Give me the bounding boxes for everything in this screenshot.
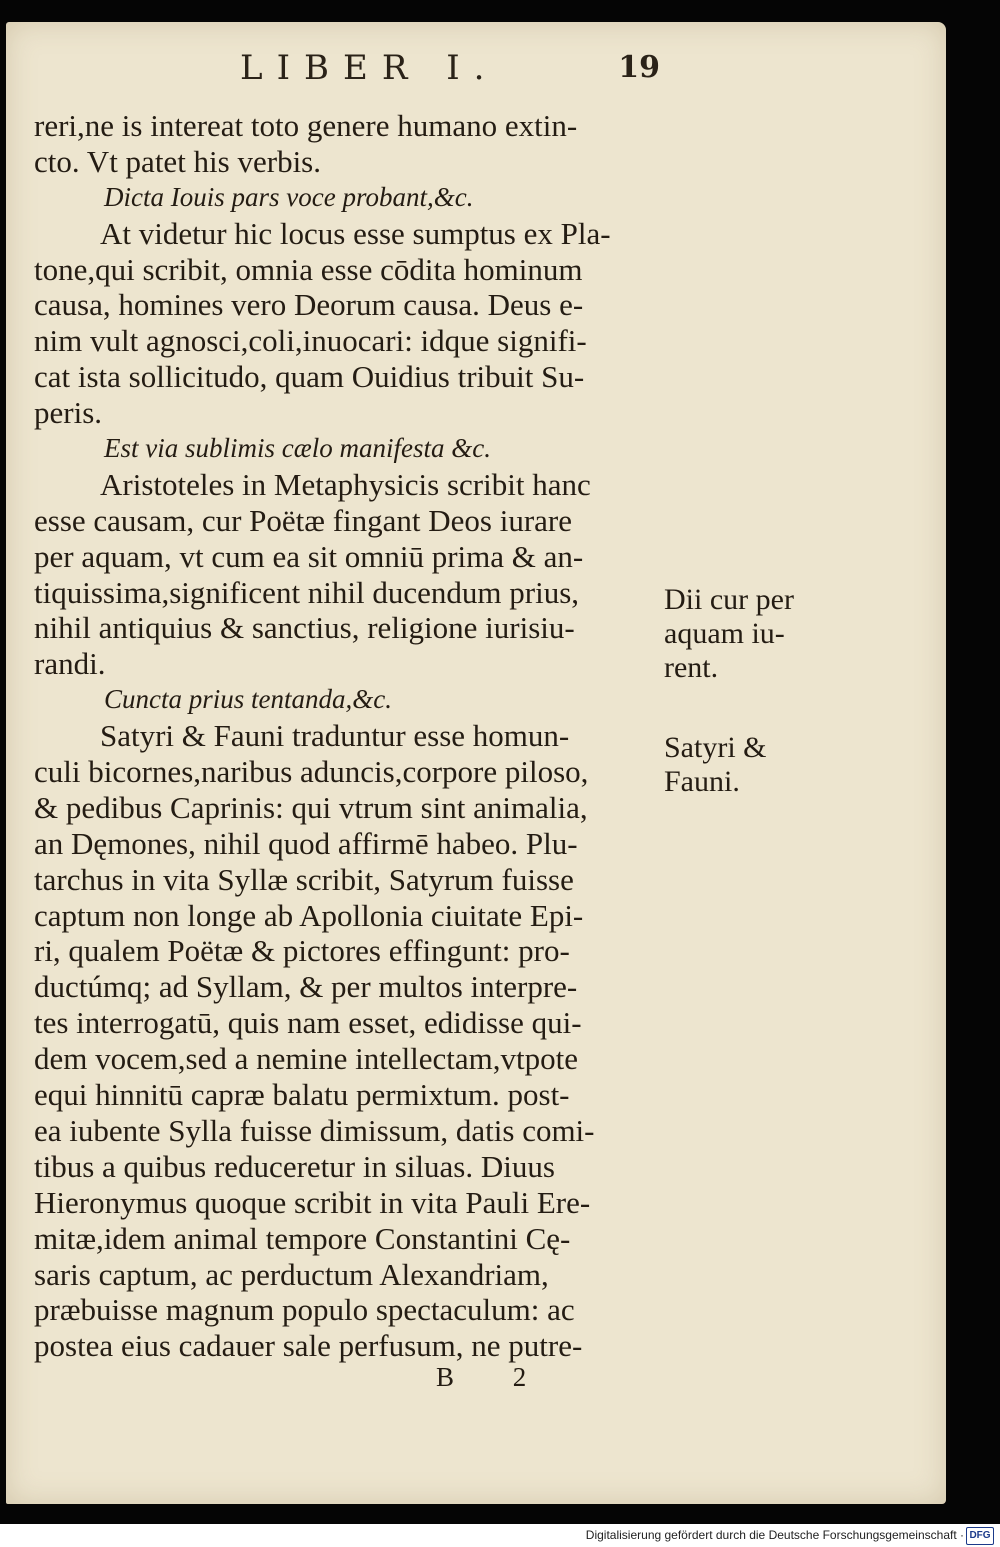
text-line: At videtur hic locus esse sumptus ex Pla- <box>100 215 611 251</box>
text-line: tarchus in vita Syllæ scribit, Satyrum fuisse <box>34 861 574 897</box>
text-line: præbuisse magnum populo spectaculum: ac <box>34 1292 575 1328</box>
body-text <box>34 108 674 1364</box>
text-line: an Dęmones, nihil quod affirmē habeo. Plu- <box>34 825 578 861</box>
text-line: randi. <box>34 646 106 682</box>
text-line: esse causam, cur Poëtæ fingant Deos iurare <box>34 502 573 538</box>
footer-credit: Digitalisierung gefördert durch die Deutsche Forschungsgemeinschaft · <box>585 1528 964 1542</box>
text-line: equi hinnitū capræ balatu permixtum. post- <box>34 1077 570 1113</box>
marginal-note-dii <box>664 583 794 685</box>
text-line: saris captum, ac perductum Alexandriam, <box>34 1256 549 1292</box>
folio-number: 19 <box>618 50 660 85</box>
text-line: tibus a quibus reduceretur in siluas. Diuus <box>34 1148 555 1184</box>
text-line: postea eius cadauer sale perfusum, ne putre- <box>34 1328 583 1364</box>
text-line: peris. <box>34 395 103 431</box>
signature-mark: B 2 <box>436 1362 553 1392</box>
text-line: ri, qualem Poëtæ & pictores effingunt: pro- <box>34 933 570 969</box>
text-line: tiquissima,significent nihil ducendum prius, <box>34 574 580 610</box>
text-line: Hieronymus quoque scribit in vita Pauli Ere- <box>34 1184 591 1220</box>
text-line: nim vult agnosci,coli,inuocari: idque signifi- <box>34 323 587 359</box>
marginal-line: rent. <box>664 651 719 684</box>
text-line: ductúmq; ad Syllam, & per multos interpre- <box>34 969 578 1005</box>
marginal-note-satyri <box>664 731 767 799</box>
text-line: Satyri & Fauni traduntur esse homun- <box>100 718 570 754</box>
text-line: tes interrogatū, quis nam esset, edidisse qui- <box>34 1005 582 1041</box>
page-header <box>240 48 660 98</box>
verse-citation: Dicta Iouis pars voce probant,&c. <box>104 181 474 212</box>
text-line: cat ista sollicitudo, quam Ouidius tribuit Su- <box>34 359 585 395</box>
verse-citation: Est via sublimis cælo manifesta &c. <box>104 433 491 464</box>
running-title: LIBER I. <box>240 48 499 88</box>
text-line: nihil antiquius & sanctius, religione iurisiu- <box>34 610 575 646</box>
text-line: tone,qui scribit, omnia esse cōdita hominum <box>34 251 583 287</box>
marginal-line: Satyri & <box>664 731 767 764</box>
text-line: dem vocem,sed a nemine intellectam,vtpote <box>34 1041 579 1077</box>
text-line: per aquam, vt cum ea sit omniū prima & an- <box>34 538 584 574</box>
footer-bar <box>0 1524 1000 1547</box>
verse-citation: Cuncta prius tentanda,&c. <box>104 684 392 715</box>
marginal-line: Fauni. <box>664 765 740 798</box>
text-line: causa, homines vero Deorum causa. Deus e- <box>34 287 584 323</box>
text-line: ea iubente Sylla fuisse dimissum, datis comi- <box>34 1112 595 1148</box>
marginal-line: aquam iu- <box>664 617 785 650</box>
text-line: captum non longe ab Apollonia ciuitate Epi- <box>34 897 584 933</box>
text-line: culi bicornes,naribus aduncis,corpore piloso, <box>34 754 589 790</box>
text-line: & pedibus Caprinis: qui vtrum sint animalia, <box>34 789 588 825</box>
text-line: mitæ,idem animal tempore Constantini Cę- <box>34 1220 571 1256</box>
text-line: reri,ne is intereat toto genere humano extin- <box>34 108 578 143</box>
marginal-line: Dii cur per <box>664 583 794 616</box>
dfg-logo: DFG <box>966 1527 994 1545</box>
text-line: Aristoteles in Metaphysicis scribit hanc <box>100 466 591 502</box>
text-line: cto. Vt patet his verbis. <box>34 143 321 179</box>
